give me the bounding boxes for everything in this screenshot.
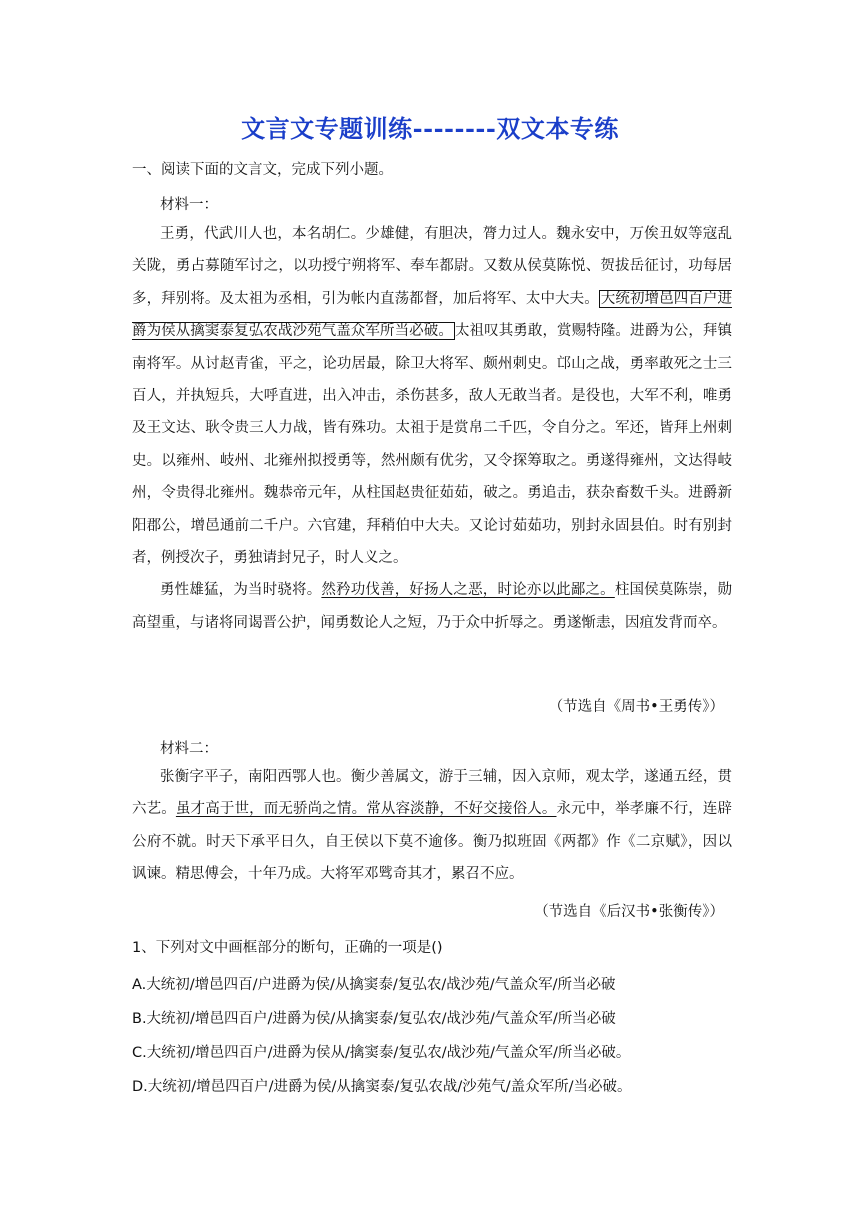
question-stem: 1、下列对文中画框部分的断句，正确的一项是() (132, 940, 443, 956)
passage-text: 王勇，代武川人也，本名胡仁。少雄健，有胆决，膂力过人。魏永安中，万俟丑奴等寇乱关陇，勇占募随军讨之，以功授宁朔将军、奉车都尉。又数从侯莫陈悦、贺拔岳征讨，功每居多，拜别将。及太祖为丞相，引为帐内直荡都督，加后将军、太中大夫。 (132, 226, 732, 307)
passage-text: 勇性雄猛，为当时骁将。 (160, 582, 322, 599)
material-one-paragraph-2 (132, 574, 732, 639)
passage-text: 柱国侯莫陈崇，勋高望重，与诸将同谒晋公护，闻勇数论人之短，乃于众中折辱之。勇遂惭恚，因疽发背而卒。 (132, 582, 733, 631)
option-c[interactable]: C.大统初/增邑四百户/进爵为侯从/擒窦泰/复弘农/战沙苑/气盖众军/所当必破。 (132, 1045, 631, 1061)
passage-text: 太祖叹其勇敢，赏赐特隆。进爵为公，拜镇南将军。从讨赵青雀，平之，论功居最，除卫大将军、颇州刺史。邙山之战，勇率敢死之士三百人，并执短兵，大呼直进，出入冲击，杀伤甚多，敌人无敢当者。是役也，大军不利，唯勇及王文达、耿令贵三人力战，皆有殊功。太祖于是赏帛二千匹，令自分之。军还，皆拜上州刺史。以雍州、岐州、北雍州拟授勇等，然州颇有优劣，又令探筹取之。勇遂得雍州，文达得岐州，令贵得北雍州。魏恭帝元年，从柱国赵贵征茹茹，破之。勇追击，获杂畜数千头。进爵新阳郡公，增邑通前二千户。六官建，拜稍伯中大夫。又论讨茹茹功，别封永固县伯。时有别封者，例授次子，勇独请封兄子，时人义之。 (132, 323, 733, 567)
option-a[interactable]: A.大统初/增邑四百/户进爵为侯/从擒窦泰/复弘农/战沙苑/气盖众军/所当必破 (132, 977, 616, 993)
boxed-sentence: 大统初增邑四百户进爵为侯从擒窦泰复弘农战沙苑气盖众军所当必破。 (132, 290, 732, 340)
material-one-source: （节选自《周书•王勇传》） (548, 699, 724, 715)
passage-text: 永元中，举孝廉不行，连辟公府不就。时天下承平日久，自王侯以下莫不逾侈。衡乃拟班固《两都》作《二京赋》，因以讽谏。精思傅会，十年乃成。大将军邓骘奇其才，累召不应。 (132, 801, 733, 883)
material-one-label: 材料一： (160, 197, 218, 213)
material-two-passage (132, 761, 732, 891)
material-two-paragraph (132, 761, 732, 891)
material-two-label: 材料二： (160, 741, 218, 757)
option-d[interactable]: D.大统初/增邑四百户/进爵为侯/从擒窦泰/复弘农战/沙苑气/盖众军所/当必破。 (132, 1079, 632, 1095)
material-two-source: （节选自《后汉书•张衡传》） (534, 904, 724, 920)
underlined-sentence: 然矜功伐善，好扬人之恶，时论亦以此鄙之。 (321, 582, 615, 599)
underlined-sentence: 虽才高于世，而无骄尚之情。常从容淡静，不好交接俗人。 (175, 801, 557, 818)
answer-options (132, 968, 631, 1104)
passage-text: 张衡字平子，南阳西鄂人也。衡少善属文，游于三辅，因入京师，观太学，遂通五经，贯六艺。 (132, 769, 732, 818)
option-b[interactable]: B.大统初/增邑四百户/进爵为侯/从擒窦泰/复弘农/战沙苑/气盖众军/所当必破 (132, 1011, 616, 1027)
material-one-passage (132, 218, 732, 639)
document-title: 文言文专题训练--------双文本专练 (241, 114, 619, 143)
material-one-paragraph-1 (132, 218, 732, 574)
section-instruction: 一、阅读下面的文言文，完成下列小题。 (132, 162, 393, 178)
